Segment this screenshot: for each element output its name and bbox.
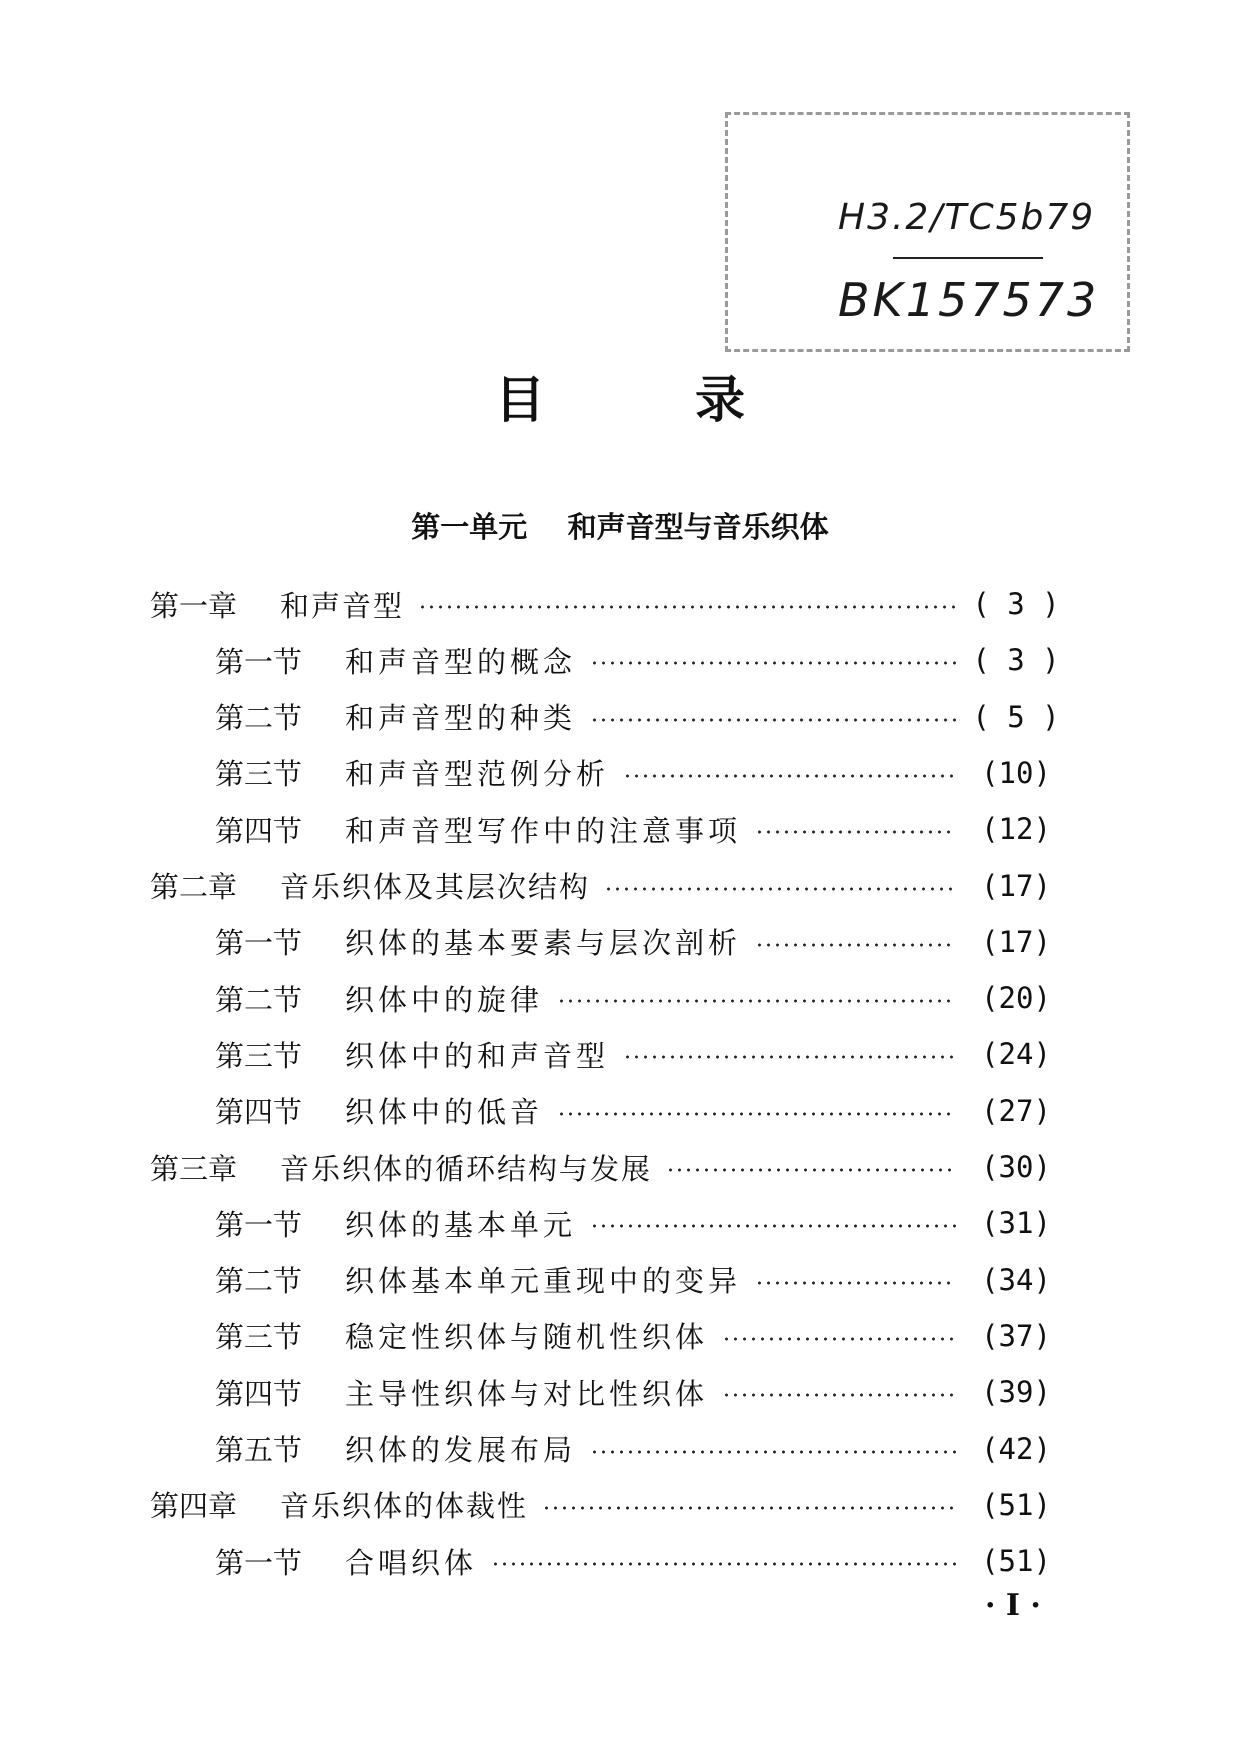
toc-page-ref: (37) bbox=[981, 1318, 1051, 1353]
toc-entry-title: 织体的基本单元 bbox=[345, 1207, 577, 1242]
toc-chapter-row bbox=[150, 1141, 1062, 1193]
toc-section-row bbox=[215, 916, 1062, 968]
toc-section-row bbox=[215, 1310, 1062, 1362]
toc-section-row bbox=[215, 691, 1062, 743]
accession-number: BK157573 bbox=[838, 273, 1100, 327]
toc-page-ref: ( 3 ) bbox=[972, 643, 1060, 678]
toc-entry-title: 合唱织体 bbox=[345, 1545, 478, 1580]
stamp-rule bbox=[893, 257, 1043, 259]
toc-entry-number: 第三章 bbox=[150, 1151, 238, 1186]
dot-leader bbox=[590, 661, 956, 665]
toc-page-ref: (30) bbox=[981, 1150, 1051, 1184]
toc-entry-title: 和声音型 bbox=[280, 588, 405, 623]
toc-entry-number: 第五节 bbox=[215, 1433, 303, 1467]
page-number: · I · bbox=[985, 1588, 1041, 1623]
toc-entry-number: 第四节 bbox=[215, 1095, 303, 1130]
toc-page-ref: (17) bbox=[981, 868, 1051, 903]
dot-leader bbox=[755, 830, 956, 834]
toc-section-row bbox=[215, 1085, 1062, 1137]
toc-section-row bbox=[215, 747, 1062, 799]
toc-entry-title: 织体中的低音 bbox=[345, 1095, 544, 1130]
dot-leader bbox=[542, 1506, 956, 1510]
toc-section-row bbox=[215, 1254, 1062, 1306]
page-title bbox=[0, 360, 1240, 432]
toc-section-row bbox=[215, 634, 1062, 686]
toc-page-ref: (20) bbox=[981, 981, 1051, 1016]
toc-page-ref: (39) bbox=[981, 1375, 1051, 1410]
dot-leader bbox=[590, 1224, 956, 1228]
toc-entry-number: 第二章 bbox=[150, 870, 238, 904]
toc-entry-number: 第一节 bbox=[215, 644, 303, 679]
dot-leader bbox=[491, 1562, 956, 1566]
dot-leader bbox=[590, 718, 956, 722]
toc-entry-number: 第二节 bbox=[215, 1264, 303, 1299]
dot-leader bbox=[722, 1337, 956, 1341]
toc-entry-number: 第三节 bbox=[215, 1320, 303, 1355]
dot-leader bbox=[755, 943, 956, 947]
toc-page-ref: (31) bbox=[981, 1206, 1051, 1241]
toc-page-ref: ( 3 ) bbox=[972, 587, 1060, 621]
toc-page-ref: (42) bbox=[981, 1431, 1051, 1466]
toc-chapter-row bbox=[150, 860, 1062, 912]
title-char-1: 目 bbox=[495, 371, 545, 429]
toc-entry-number: 第一节 bbox=[215, 1207, 303, 1242]
toc-section-row bbox=[215, 972, 1062, 1024]
dot-leader bbox=[557, 999, 956, 1003]
toc-page-ref: (12) bbox=[981, 812, 1051, 847]
toc-chapter-row bbox=[150, 578, 1062, 630]
toc-entry-title: 织体的发展布局 bbox=[345, 1433, 577, 1467]
toc-entry-title: 稳定性织体与随机性织体 bbox=[345, 1320, 709, 1355]
toc-page-ref: (51) bbox=[981, 1544, 1051, 1579]
toc-section-row bbox=[215, 1423, 1062, 1475]
toc-section-row bbox=[215, 1028, 1062, 1080]
toc-entry-number: 第二节 bbox=[215, 701, 303, 736]
call-number: H3.2/TC5b79 bbox=[838, 197, 1096, 238]
toc-section-row bbox=[215, 1197, 1062, 1249]
dot-leader bbox=[755, 1281, 956, 1285]
dot-leader bbox=[418, 605, 956, 609]
toc-entry-number: 第三节 bbox=[215, 757, 303, 792]
toc-entry-number: 第三节 bbox=[215, 1038, 303, 1073]
dot-leader bbox=[623, 1055, 956, 1059]
toc-entry-title: 和声音型的种类 bbox=[345, 701, 577, 736]
toc-section-row bbox=[215, 1535, 1062, 1587]
toc-entry-number: 第四章 bbox=[150, 1489, 238, 1524]
toc-entry-title: 和声音型范例分析 bbox=[345, 757, 610, 792]
toc-section-row bbox=[215, 803, 1062, 855]
title-char-2: 录 bbox=[695, 371, 745, 429]
toc-entry-number: 第四节 bbox=[215, 813, 303, 848]
dot-leader bbox=[604, 887, 956, 891]
toc-entry-number: 第一节 bbox=[215, 1545, 303, 1580]
toc-entry-number: 第二节 bbox=[215, 982, 303, 1017]
toc-entry-title: 织体中的和声音型 bbox=[345, 1038, 610, 1073]
toc-entry-title: 音乐织体的体裁性 bbox=[280, 1489, 529, 1524]
toc-page-ref: (34) bbox=[981, 1262, 1051, 1297]
toc-entry-title: 和声音型的概念 bbox=[345, 644, 577, 679]
toc-entry-title: 织体中的旋律 bbox=[345, 982, 544, 1017]
toc-entry-number: 第一章 bbox=[150, 588, 238, 623]
toc-entry-title: 织体的基本要素与层次剖析 bbox=[345, 926, 742, 961]
toc-page-ref: ( 5 ) bbox=[972, 699, 1060, 734]
library-stamp bbox=[725, 112, 1130, 352]
unit-heading: 第一单元 和声音型与音乐织体 bbox=[411, 510, 829, 544]
toc-entry-title: 音乐织体及其层次结构 bbox=[280, 870, 591, 904]
dot-leader bbox=[590, 1450, 956, 1454]
toc-entry-number: 第一节 bbox=[215, 926, 303, 961]
toc-entry-title: 音乐织体的循环结构与发展 bbox=[280, 1151, 653, 1186]
dot-leader bbox=[666, 1168, 956, 1172]
toc-entry-number: 第四节 bbox=[215, 1376, 303, 1411]
dot-leader bbox=[623, 774, 956, 778]
toc-entry-title: 主导性织体与对比性织体 bbox=[345, 1376, 709, 1411]
toc-entry-title: 和声音型写作中的注意事项 bbox=[345, 813, 742, 848]
toc-page-ref: (24) bbox=[981, 1037, 1051, 1072]
toc-section-row bbox=[215, 1366, 1062, 1418]
dot-leader bbox=[557, 1112, 956, 1116]
toc-page-ref: (17) bbox=[981, 924, 1051, 959]
toc-page-ref: (10) bbox=[981, 755, 1051, 790]
toc-page-ref: (51) bbox=[981, 1487, 1051, 1522]
toc-chapter-row bbox=[150, 1479, 1062, 1531]
toc-entry-title: 织体基本单元重现中的变异 bbox=[345, 1264, 742, 1299]
dot-leader bbox=[722, 1393, 956, 1397]
toc-page-ref: (27) bbox=[981, 1093, 1051, 1128]
